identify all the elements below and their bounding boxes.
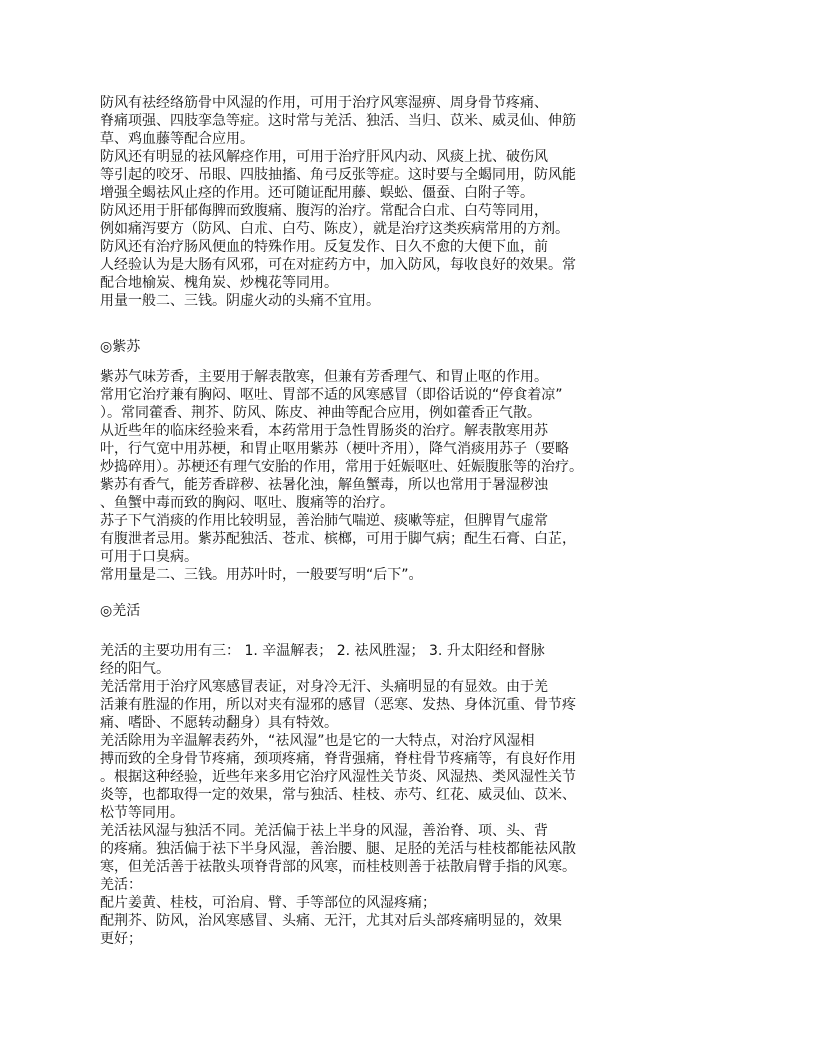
text-line: 苏子下气消痰的作用比较明显，善治肺气喘逆、痰嗽等症，但脾胃气虚常: [100, 513, 548, 529]
text-line: 羌活除用为辛温解表药外，“祛风湿”也是它的一大特点，对治疗风湿相: [100, 733, 535, 749]
text-line: 常用它治疗兼有胸闷、呕吐、胃部不适的风寒感冒（即俗话说的“停食着凉”: [100, 387, 563, 403]
text-line: 配荆芥、防风，治风寒感冒、头痛、无汗，尤其对后头部疼痛明显的，效果: [100, 913, 562, 929]
text-line: 。根据这种经验，近些年来多用它治疗风湿性关节炎、风湿热、类风湿性关节: [100, 769, 576, 785]
section-fangfeng-body: [100, 94, 576, 310]
text-line: 羌活常用于治疗风寒感冒表证，对身冷无汗、头痛明显的有显效。由于羌: [100, 679, 548, 695]
text-line: 增强全蝎祛风止痉的作用。还可随证配用藤、蜈蚣、僵蚕、白附子等。: [100, 185, 534, 201]
text-line: 从近些年的临床经验来看，本药常用于急性胃肠炎的治疗。解表散寒用苏: [100, 423, 548, 439]
text-line: 紫苏有香气，能芳香辟秽、祛暑化浊，解鱼蟹毒，所以也常用于暑湿秽浊: [100, 477, 548, 493]
text-line: 防风还用于肝郁侮脾而致腹痛、腹泻的治疗。常配合白朮、白芍等同用，: [100, 203, 548, 219]
section-zisu-body: [100, 368, 583, 584]
text-line: 活兼有胜湿的作用，所以对夹有湿邪的感冒（恶寒、发热、身体沉重、骨节疼: [100, 697, 576, 713]
text-line: 搏而致的全身骨节疼痛，颈项疼痛，脊背强痛，脊柱骨节疼痛等，有良好作用: [100, 751, 576, 767]
text-line: 、鱼蟹中毒而致的胸闷、呕吐、腹痛等的治疗。: [100, 495, 394, 511]
heading-qianghuo: ◎羌活: [100, 603, 141, 619]
text-line: 例如痛泻要方（防风、白朮、白芍、陈皮），就是治疗这类疾病常用的方剂。: [100, 221, 569, 237]
text-line: 痛、嗜卧、不愿转动翻身）具有特效。: [100, 715, 338, 731]
text-line: 羌活：: [100, 877, 142, 893]
text-line: 松节等同用。: [100, 805, 184, 821]
text-line: 有腹泄者忌用。紫苏配独活、苍朮、槟榔，可用于脚气病；配生石膏、白芷，: [100, 531, 576, 547]
text-line: 常用量是二、三钱。用苏叶时，一般要写明“后下”。: [100, 567, 423, 583]
text-line: 可用于口臭病。: [100, 549, 198, 565]
heading-zisu: ◎紫苏: [100, 339, 141, 355]
text-line: 配片姜黄、桂枝，可治肩、臂、手等部位的风湿疼痛；: [100, 895, 436, 911]
text-line: 人经验认为是大肠有风邪，可在对症药方中，加入防风，每收良好的效果。常: [100, 257, 576, 273]
text-line: 炎等，也都取得一定的效果，常与独活、桂枝、赤芍、红花、威灵仙、苡米、: [100, 787, 576, 803]
text-line: 防风有祛经络筋骨中风湿的作用，可用于治疗风寒湿痹、周身骨节疼痛、: [100, 95, 548, 111]
text-line: 羌活祛风湿与独活不同。羌活偏于祛上半身的风湿，善治脊、项、头、背: [100, 823, 548, 839]
text-line: 配合地榆炭、槐角炭、炒槐花等同用。: [100, 275, 338, 291]
text-line: 经的阳气。: [100, 661, 170, 677]
text-line: 防风还有治疗肠风便血的特殊作用。反复发作、日久不愈的大便下血，前: [100, 239, 548, 255]
text-line: 寒，但羌活善于祛散头项脊背部的风寒，而桂枝则善于祛散肩臂手指的风寒。: [100, 859, 576, 875]
text-line: 用量一般二、三钱。阴虚火动的头痛不宜用。: [100, 293, 380, 309]
text-line: 更好；: [100, 931, 142, 947]
text-line: 叶，行气宽中用苏梗，和胃止呕用紫苏（梗叶齐用），降气消痰用苏子（要略: [100, 441, 569, 457]
text-line: 防风还有明显的祛风解痉作用，可用于治疗肝风内动、风痰上扰、破伤风: [100, 149, 548, 165]
text-line: ）。常同藿香、荆芥、防风、陈皮、神曲等配合应用，例如藿香正气散。: [100, 405, 541, 421]
text-line: 紫苏气味芳香，主要用于解表散寒，但兼有芳香理气、和胃止呕的作用。: [100, 369, 548, 385]
text-line: 脊痛项强、四肢挛急等症。这时常与羌活、独活、当归、苡米、威灵仙、伸筋: [100, 113, 576, 129]
text-line: 等引起的咬牙、吊眼、四肢抽搐、角弓反张等症。这时要与全蝎同用，防风能: [100, 167, 576, 183]
text-line: 炒捣碎用）。苏梗还有理气安胎的作用，常用于妊娠呕吐、妊娠腹胀等的治疗。: [100, 459, 583, 475]
text-line: 草、鸡血藤等配合应用。: [100, 131, 254, 147]
text-line: 的疼痛。独活偏于祛下半身风湿，善治腰、腿、足胫的羌活与桂枝都能祛风散: [100, 841, 576, 857]
section-qianghuo-body: [100, 642, 576, 948]
text-line: 羌活的主要功用有三： 1. 辛温解表； 2. 祛风胜湿； 3. 升太阳经和督脉: [100, 643, 545, 659]
